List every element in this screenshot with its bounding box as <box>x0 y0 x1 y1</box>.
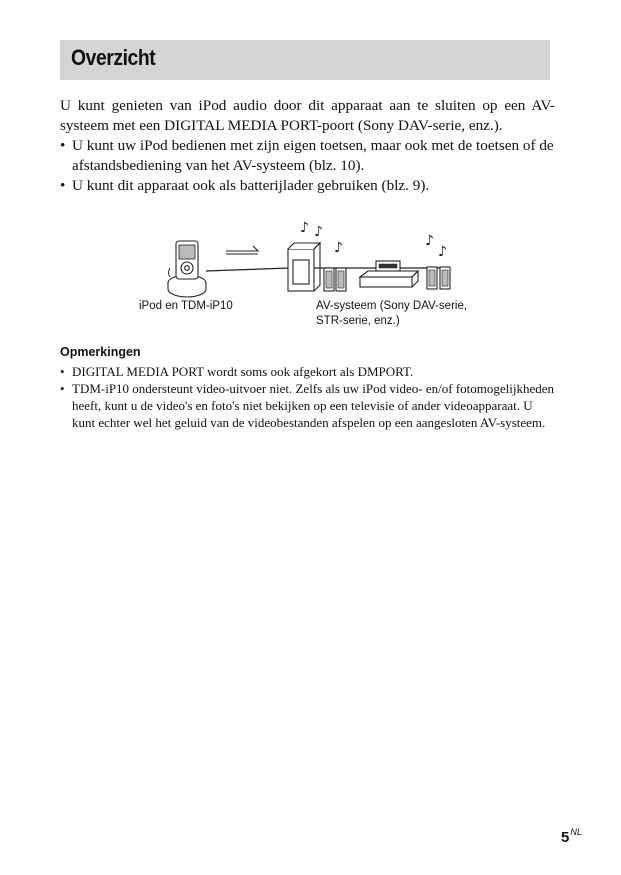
notes-list <box>60 363 555 431</box>
svg-text:♪: ♪ <box>314 224 323 240</box>
page-number <box>561 827 582 846</box>
title-bar <box>60 40 550 80</box>
svg-text:♪: ♪ <box>425 233 434 249</box>
intro-paragraph: U kunt genieten van iPod audio door dit apparaat aan te sluiten op een AV-systeem met een DIGITAL MEDIA PORT-poort (Sony DAV-serie, enz.). <box>60 97 555 134</box>
caption-ipod: iPod en TDM-iP10 <box>139 300 233 312</box>
caption-av-line: AV-systeem (Sony DAV-serie, <box>316 300 468 312</box>
subwoofer-icon <box>288 243 320 291</box>
intro-bullet: • U kunt dit apparaat ook als batterijlader gebruiken (blz. 9). <box>60 176 555 196</box>
notes-section <box>60 345 555 431</box>
notes-heading: Opmerkingen <box>60 345 141 359</box>
svg-text:♪: ♪ <box>438 244 447 260</box>
caption-av-system <box>316 299 467 329</box>
av-receiver-icon <box>360 261 418 287</box>
intro-bullet-list <box>60 136 555 196</box>
note-item: • TDM-iP10 ondersteunt video-uitvoer niet. Zelfs als uw iPod video- en/of fotomogelijkheden heeft, kunt u de video's en foto's niet bekijken op een televisie of ander videoapparaat. U kunt echter wel het geluid van de videobestanden afspelen op een aangesloten AV-systeem. <box>60 380 555 431</box>
svg-text:♪: ♪ <box>300 220 309 236</box>
page-title: Overzicht <box>71 45 156 70</box>
intro-section <box>60 96 555 196</box>
connection-illustration <box>150 215 470 305</box>
page-number-value: 5 <box>561 829 570 846</box>
speaker-icon <box>324 268 346 291</box>
page-language: NL <box>570 827 582 837</box>
intro-bullet: • U kunt uw iPod bedienen met zijn eigen toetsen, maar ook met de toetsen of de afstandsbediening van het AV-systeem (blz. 10). <box>60 136 555 176</box>
svg-text:♪: ♪ <box>334 240 343 256</box>
speaker-icon <box>427 267 450 289</box>
note-item: • DIGITAL MEDIA PORT wordt soms ook afgekort als DMPORT. <box>60 363 555 380</box>
arrow-right-icon <box>226 246 258 254</box>
music-note-icon <box>300 220 447 260</box>
ipod-dock-icon <box>168 241 206 297</box>
caption-av-line: STR-serie, enz.) <box>316 315 400 327</box>
